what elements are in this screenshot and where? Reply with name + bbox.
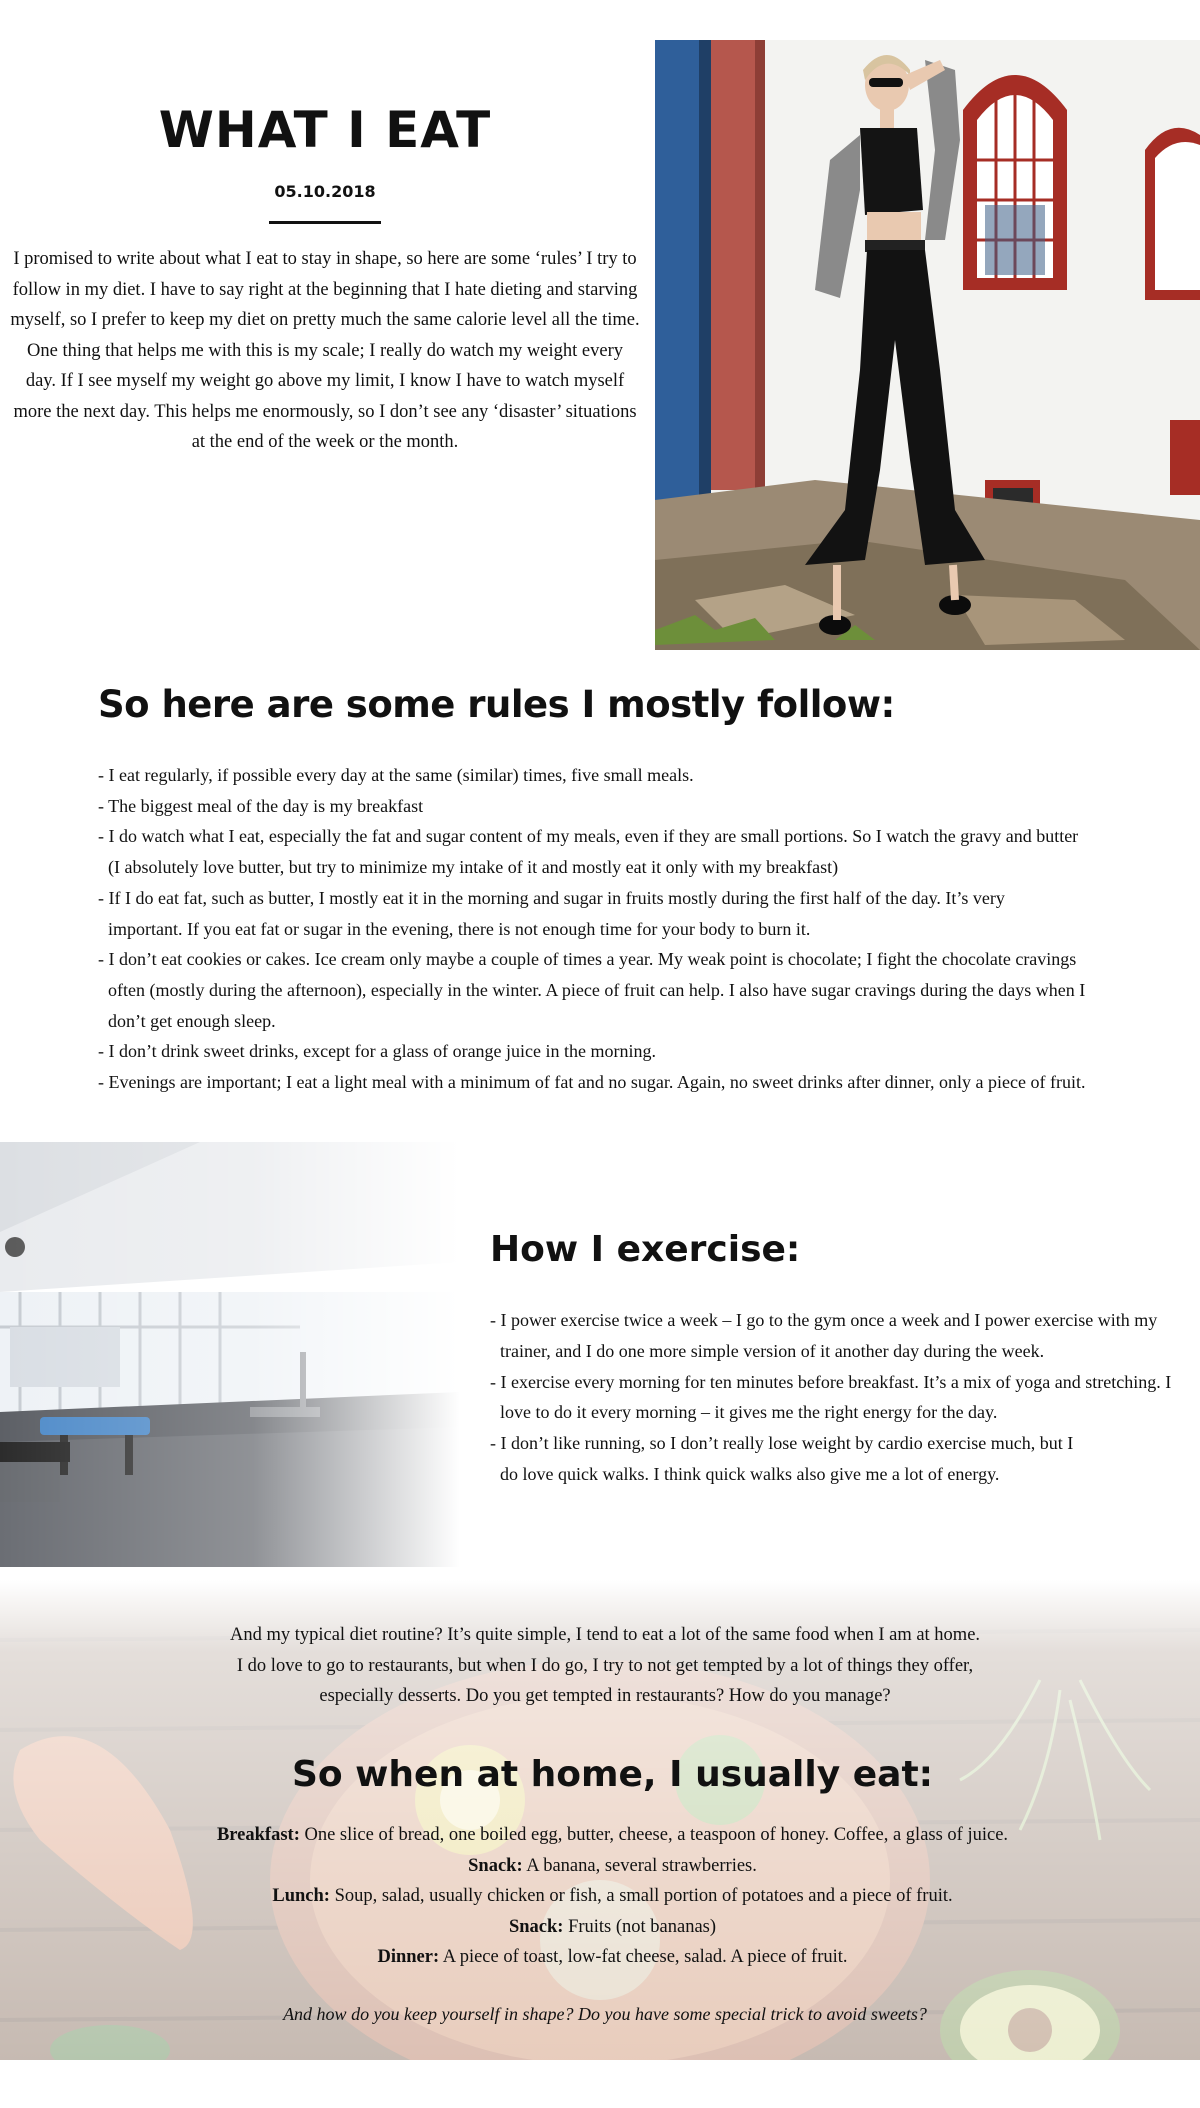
food-intro-line: And my typical diet routine? It’s quite simple, I tend to eat a lot of the same food when I am at home.: [229, 1625, 981, 1645]
fashion-photo: [655, 40, 1200, 650]
meal-label: Dinner:: [377, 1947, 440, 1967]
closing-question: And how do you keep yourself in shape? Do you have some special trick to avoid sweets?: [283, 2004, 927, 2024]
meal-text: Soup, salad, usually chicken or fish, a small portion of potatoes and a piece of fruit.: [329, 1886, 953, 1906]
list-item: - I eat regularly, if possible every day at the same (similar) times, five small meals.: [98, 765, 694, 785]
exercise-list: [490, 1305, 1195, 1490]
rules-heading: So here are some rules I mostly follow:: [98, 683, 895, 726]
meal-row-snack: [0, 1912, 1200, 1943]
gym-photo: [0, 1142, 460, 1567]
meal-row-dinner: [0, 1942, 1200, 1973]
list-item: - I don’t like running, so I don’t really lose weight by cardio exercise much, but I do love quick walks. I think quick walks also give me a lot of energy.: [490, 1433, 1074, 1484]
list-item: - If I do eat fat, such as butter, I mostly eat it in the morning and sugar in fruits mostly during the first half of the day. It’s very important. If you eat fat or sugar in the evening, there is not enough time for your body to burn it.: [98, 887, 1005, 939]
meal-label: Snack:: [508, 1916, 564, 1937]
list-item: - I don’t drink sweet drinks, except for a glass of orange juice in the morning.: [98, 1041, 657, 1062]
list-item: - I don’t eat cookies or cakes. Ice cream only maybe a couple of times a year. My weak point is chocolate; I fight the chocolate cravings often (mostly during the afternoon), especially in the winter. A piece of fruit can help. I also have sugar cravings during the days when I don’t get enough sleep.: [98, 949, 1086, 1031]
list-item: - I power exercise twice a week – I go to the gym once a week and I power exercise with my trainer, and I do one more simple version of it another day during the week.: [490, 1310, 1158, 1361]
post-date: 05.10.2018: [274, 182, 376, 201]
meal-label: Breakfast:: [216, 1825, 300, 1845]
meal-text: Fruits (not bananas): [563, 1916, 717, 1937]
meal-text: A piece of toast, low-fat cheese, salad. A piece of fruit.: [439, 1947, 848, 1967]
fashion-photo-illustration: [655, 40, 1200, 650]
meal-text: One slice of bread, one boiled egg, butter, cheese, a teaspoon of honey. Coffee, a glass of juice.: [299, 1825, 1009, 1845]
meal-row-snack: [0, 1851, 1200, 1882]
food-intro: [0, 1620, 1200, 1712]
meal-label: Snack:: [468, 1855, 523, 1876]
meal-row-breakfast: [0, 1820, 1200, 1851]
list-item: - The biggest meal of the day is my breakfast: [98, 795, 424, 816]
exercise-heading: How I exercise:: [490, 1229, 801, 1270]
list-item: - I do watch what I eat, especially the fat and sugar content of my meals, even if they are small portions. So I watch the gravy and butter (I absolutely love butter, but try to minimize my intake of it and mostly eat it only with my breakfast): [98, 826, 1079, 878]
meal-row-lunch: [0, 1881, 1200, 1912]
gym-photo-illustration: [0, 1142, 460, 1567]
meal-label: Lunch:: [272, 1886, 330, 1906]
food-intro-line: I do love to go to restaurants, but when I do go, I try to not get tempted by a lot of things they offer,: [236, 1655, 974, 1676]
list-item: - Evenings are important; I eat a light meal with a minimum of fat and no sugar. Again, no sweet drinks after dinner, only a piece of fruit.: [98, 1072, 1086, 1093]
home-meals-heading: So when at home, I usually eat:: [291, 1754, 934, 1795]
list-item: - I exercise every morning for ten minutes before breakfast. It’s a mix of yoga and stretching. I love to do it every morning – it gives me the right energy for the day.: [490, 1371, 1172, 1423]
meal-list: [0, 1820, 1200, 1973]
title-divider: [269, 221, 381, 224]
intro-paragraph: I promised to write about what I eat to stay in shape, so here are some ‘rules’ I try to follow in my diet. I have to say right at the beginning that I hate dieting and starving myself, so I prefer to keep my diet on pretty much the same calorie level all the time. One thing that helps me with this is my scale; I really do watch my weight every day. If I see myself my weight go above my limit, I know I have to watch myself more the next day. This helps me enormously, so I don’t see any ‘disaster’ situations at the end of the week or the month.: [10, 249, 640, 452]
page-title: WHAT I EAT: [158, 101, 492, 159]
food-intro-line: especially desserts. Do you get tempted in restaurants? How do you manage?: [319, 1686, 891, 1706]
rules-list: [98, 760, 1198, 1098]
intro-block: [0, 100, 650, 458]
meal-text: A banana, several strawberries.: [522, 1855, 757, 1876]
